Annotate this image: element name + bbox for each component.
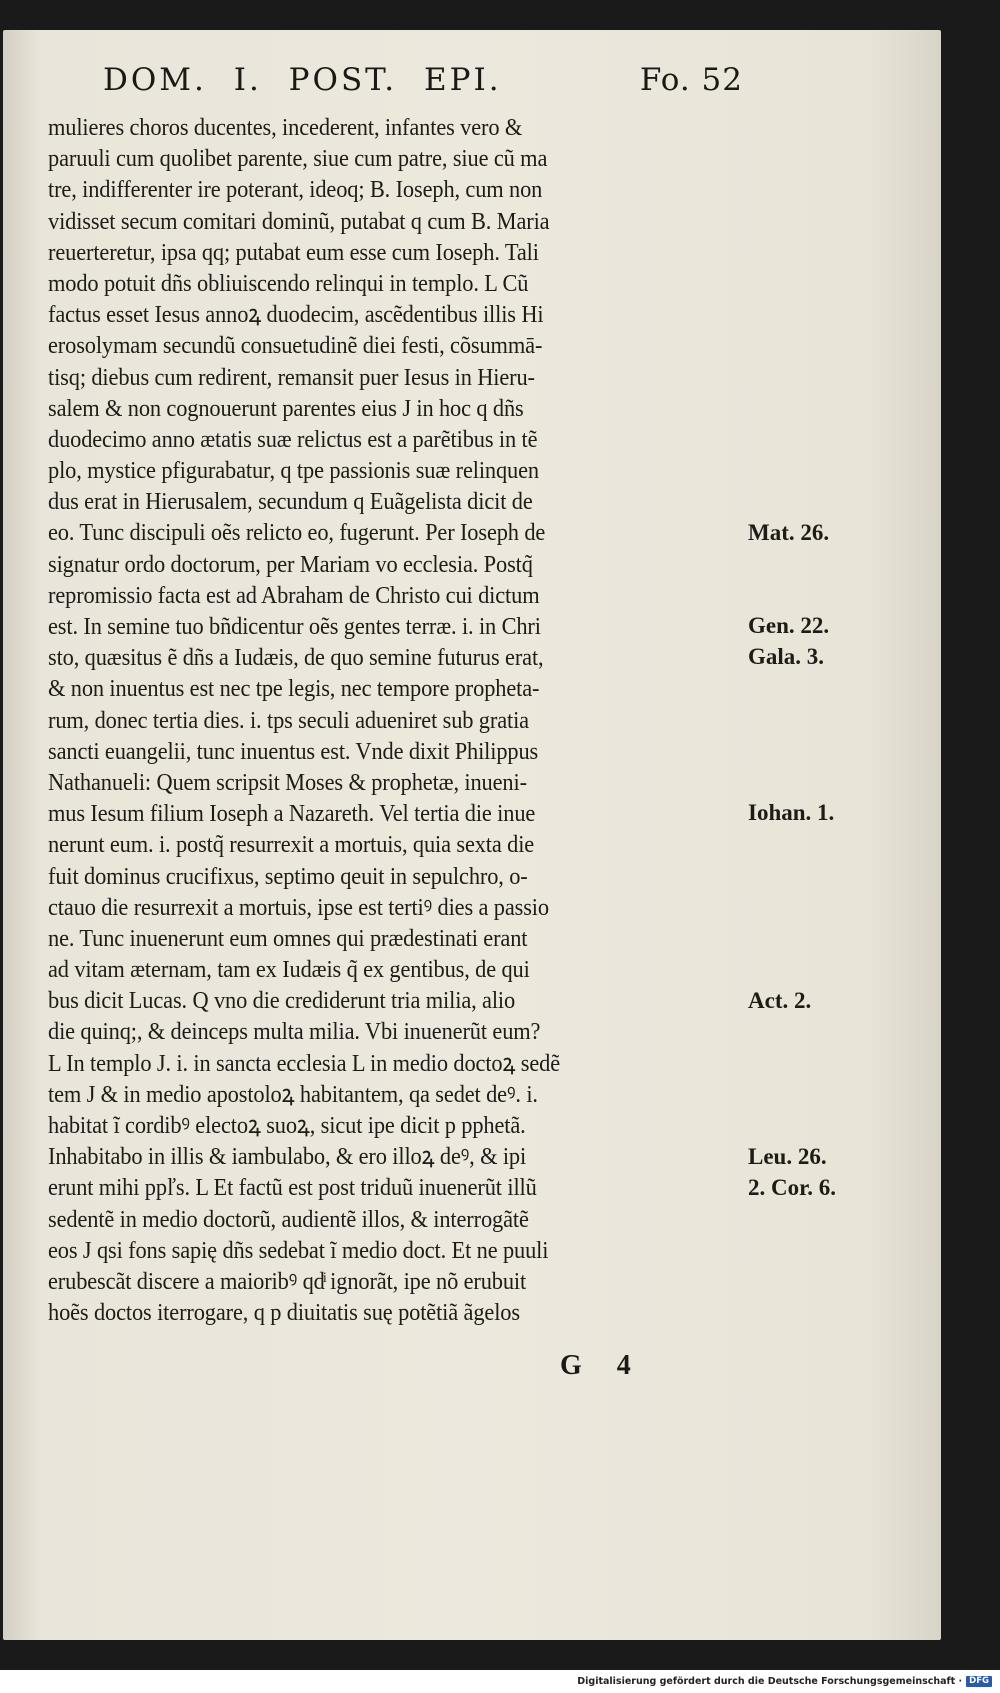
text-line: duodecimo anno ætatis suæ relictus est a parẽtibus in tẽ: [48, 425, 538, 453]
text-block: [48, 112, 748, 1328]
text-line: sto, quæsitus ẽ dñs a Iudæis, de quo semine futurus erat,: [48, 644, 544, 672]
text-line: paruuli cum quolibet parente, siue cum patre, siue cũ ma: [48, 145, 548, 173]
text-line: ne. Tunc inuenerunt eum omnes qui prædestinati erant: [48, 924, 528, 952]
text-line: hoẽs doctos iterrogare, q p diuitatis suę potẽtiã ãgelos: [48, 1299, 520, 1327]
text-line: L In templo J. i. in sancta ecclesia L in medio doctoꝝ sedẽ: [48, 1049, 561, 1077]
text-line: salem & non cognouerunt parentes eius J in hoc q dñs: [48, 394, 524, 422]
folio-number: Fo. 52: [639, 62, 743, 98]
text-line: sancti euangelii, tunc inuentus est. Vnde dixit Philippus: [48, 737, 539, 765]
text-line: eo. Tunc discipuli oẽs relicto eo, fugerunt. Per Ioseph de: [48, 519, 546, 547]
running-head-title: DOM. I. POST. EPI.: [103, 62, 502, 98]
text-line: tisq; diebus cum redirent, remansit puer Iesus in Hieru-: [48, 363, 535, 391]
funding-credit: Digitalisierung gefördert durch die Deutsche Forschungsgemeinschaft ·: [577, 1676, 963, 1687]
margin-note: Mat. 26.: [748, 519, 830, 545]
text-line: erosolymam secundũ consuetudinẽ diei festi, cõsummā-: [48, 332, 543, 360]
text-line: tre, indifferenter ire poterant, ideoq; B. Ioseph, cum non: [48, 176, 543, 204]
text-line: plo, mystice pfigurabatur, q tpe passionis suæ relinquen: [48, 457, 539, 485]
text-line: sedentẽ in medio doctorũ, audientẽ illos, & interrogãtẽ: [48, 1205, 529, 1233]
text-line: mulieres choros ducentes, incederent, infantes vero &: [48, 114, 523, 141]
text-line: & non inuentus est nec tpe legis, nec tempore propheta-: [48, 675, 540, 703]
dfg-logo: DFG: [966, 1676, 992, 1687]
text-line: Inhabitabo in illis & iambulabo, & ero illoꝝ deꝰ, & ipi: [48, 1143, 527, 1171]
text-line: eos J qsi fons sapię dñs sedebat ĩ medio doct. Et ne puuli: [48, 1236, 549, 1264]
text-line: est. In semine tuo bñdicentur oẽs gentes terræ. i. in Chri: [48, 613, 541, 640]
text-line: habitat ĩ cordibꝰ electoꝝ suoꝝ, sicut ipe dicit p pphetã.: [48, 1112, 526, 1139]
margin-note: Leu. 26.: [748, 1143, 827, 1169]
text-line: mus Iesum filium Ioseph a Nazareth. Vel tertia die inue: [48, 800, 536, 828]
text-line: ctauo die resurrexit a mortuis, ipse est tertiꝰ dies a passio: [48, 893, 549, 921]
text-line: Nathanueli: Quem scripsit Moses & prophetæ, inueni-: [48, 768, 527, 796]
text-line: vidisset secum comitari dominũ, putabat q cum B. Maria: [48, 207, 550, 235]
text-line: erubescãt discere a maioribꝰ qdͥ ignorãt, ipe nõ erubuit: [48, 1267, 527, 1295]
margin-note: Gen. 22.: [748, 613, 830, 639]
text-line: modo potuit dñs obliuiscendo relinqui in templo. L Cũ: [48, 269, 529, 297]
text-line: nerunt eum. i. postq̃ resurrexit a mortuis, quia sexta die: [48, 831, 535, 859]
text-line: ad vitam æternam, tam ex Iudæis q̃ ex gentibus, de qui: [48, 956, 530, 984]
text-line: signatur ordo doctorum, per Mariam vo ecclesia. Postq̃: [48, 550, 533, 578]
text-line: tem J & in medio apostoloꝝ habitantem, qa sedet deꝰ. i.: [48, 1080, 538, 1108]
text-line: reuerteretur, ipsa qq; putabat eum esse cum Ioseph. Tali: [48, 238, 539, 266]
text-line: bus dicit Lucas. Q vno die crediderunt tria milia, alio: [48, 987, 516, 1015]
running-head: [103, 58, 743, 102]
signature-mark: G 4: [560, 1350, 645, 1381]
text-line: dus erat in Hierusalem, secundum q Euãgelista dicit de: [48, 488, 533, 516]
text-line: repromissio facta est ad Abraham de Christo cui dictum: [48, 581, 540, 609]
margin-note: 2. Cor. 6.: [748, 1174, 836, 1200]
margin-note: Gala. 3.: [748, 644, 825, 670]
text-line: factus esset Iesus annoꝝ duodecim, ascẽdentibus illis Hi: [48, 301, 544, 329]
text-line: rum, donec tertia dies. i. tps seculi adueniret sub gratia: [48, 706, 529, 734]
text-line: fuit dominus crucifixus, septimo qeuit in sepulchro, o-: [48, 862, 528, 890]
text-line: erunt mihi ppľs. L Et factũ est post triduũ inuenerũt illũ: [48, 1174, 537, 1202]
margin-note: Act. 2.: [748, 987, 812, 1013]
text-line: die quinq;, & deinceps multa milia. Vbi inuenerũt eum?: [48, 1018, 541, 1046]
footer-bar: [0, 1670, 1000, 1693]
margin-note: Iohan. 1.: [748, 800, 835, 826]
